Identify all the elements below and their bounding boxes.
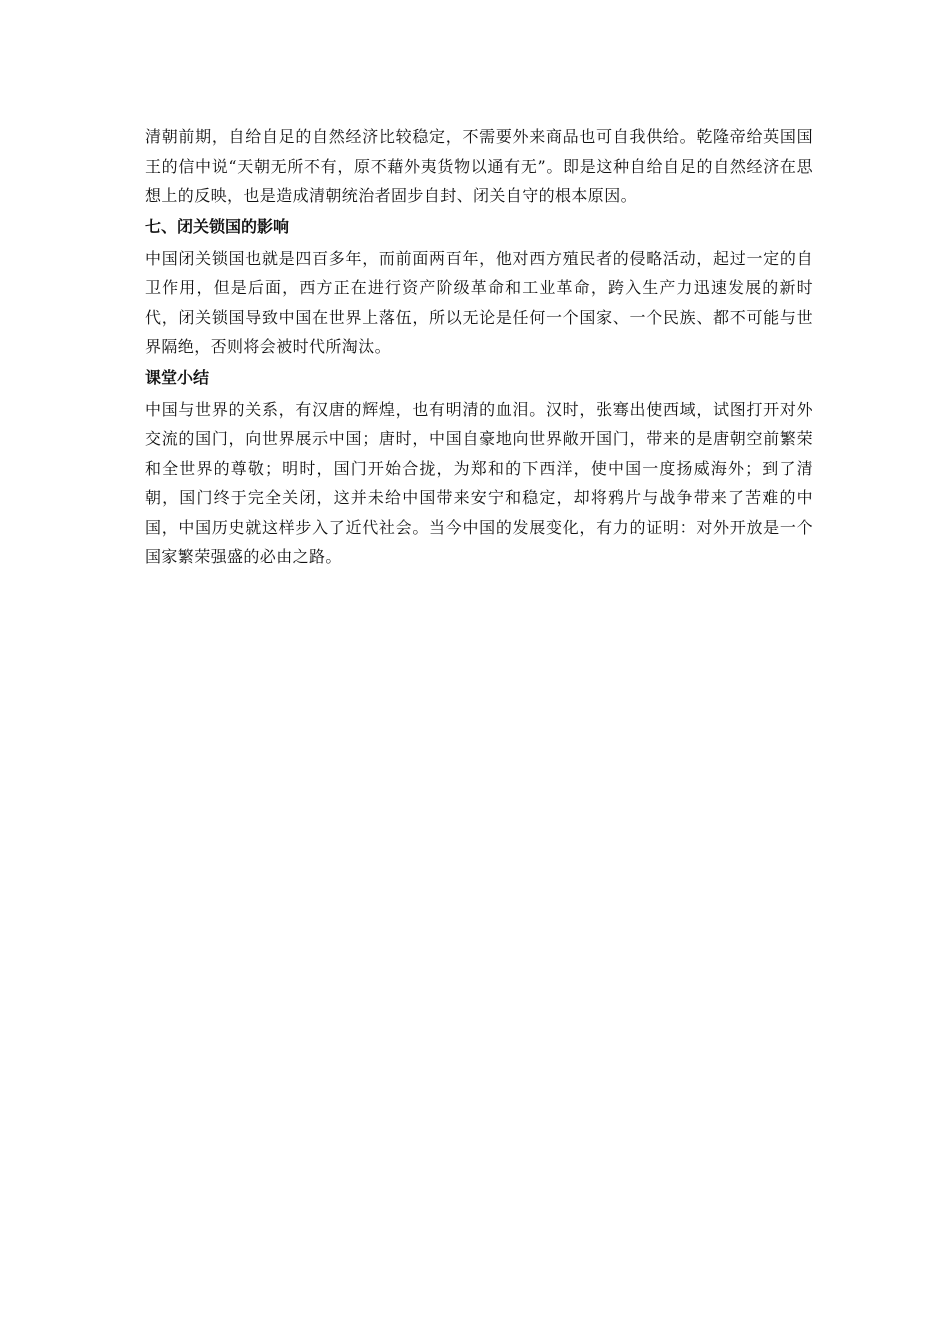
paragraph-closed-door-impact: 中国闭关锁国也就是四百多年，而前面两百年，他对西方殖民者的侵略活动，起过一定的自卫作用，但是后面，西方正在进行资产阶级革命和工业革命，跨入生产力迅速发展的新时代，闭关锁国导致中国在世界上落伍，所以无论是任何一个国家、一个民族、都不可能与世界隔绝，否则将会被时代所淘汰。 bbox=[145, 248, 813, 356]
section-heading-impact: 七、闭关锁国的影响 bbox=[145, 217, 290, 237]
section-heading-summary: 课堂小结 bbox=[145, 368, 210, 388]
paragraph-qing-economy: 清朝前期，自给自足的自然经济比较稳定，不需要外来商品也可自我供给。乾隆帝给英国国王的信中说“天朝无所不有，原不藉外夷货物以通有无”。即是这种自给自足的自然经济在思想上的反映，也是造成清朝统治者固步自封、闭关自守的根本原因。 bbox=[145, 127, 813, 205]
document-body bbox=[145, 122, 813, 572]
paragraph-class-summary: 中国与世界的关系，有汉唐的辉煌，也有明清的血泪。汉时，张骞出使西域，试图打开对外交流的国门，向世界展示中国；唐时，中国自豪地向世界敞开国门，带来的是唐朝空前繁荣和全世界的尊敬；明时，国门开始合拢，为郑和的下西洋，使中国一度扬威海外；到了清朝，国门终于完全关闭，这并未给中国带来安宁和稳定，却将鸦片与战争带来了苦难的中国，中国历史就这样步入了近代社会。当今中国的发展变化，有力的证明：对外开放是一个国家繁荣强盛的必由之路。 bbox=[145, 399, 813, 566]
